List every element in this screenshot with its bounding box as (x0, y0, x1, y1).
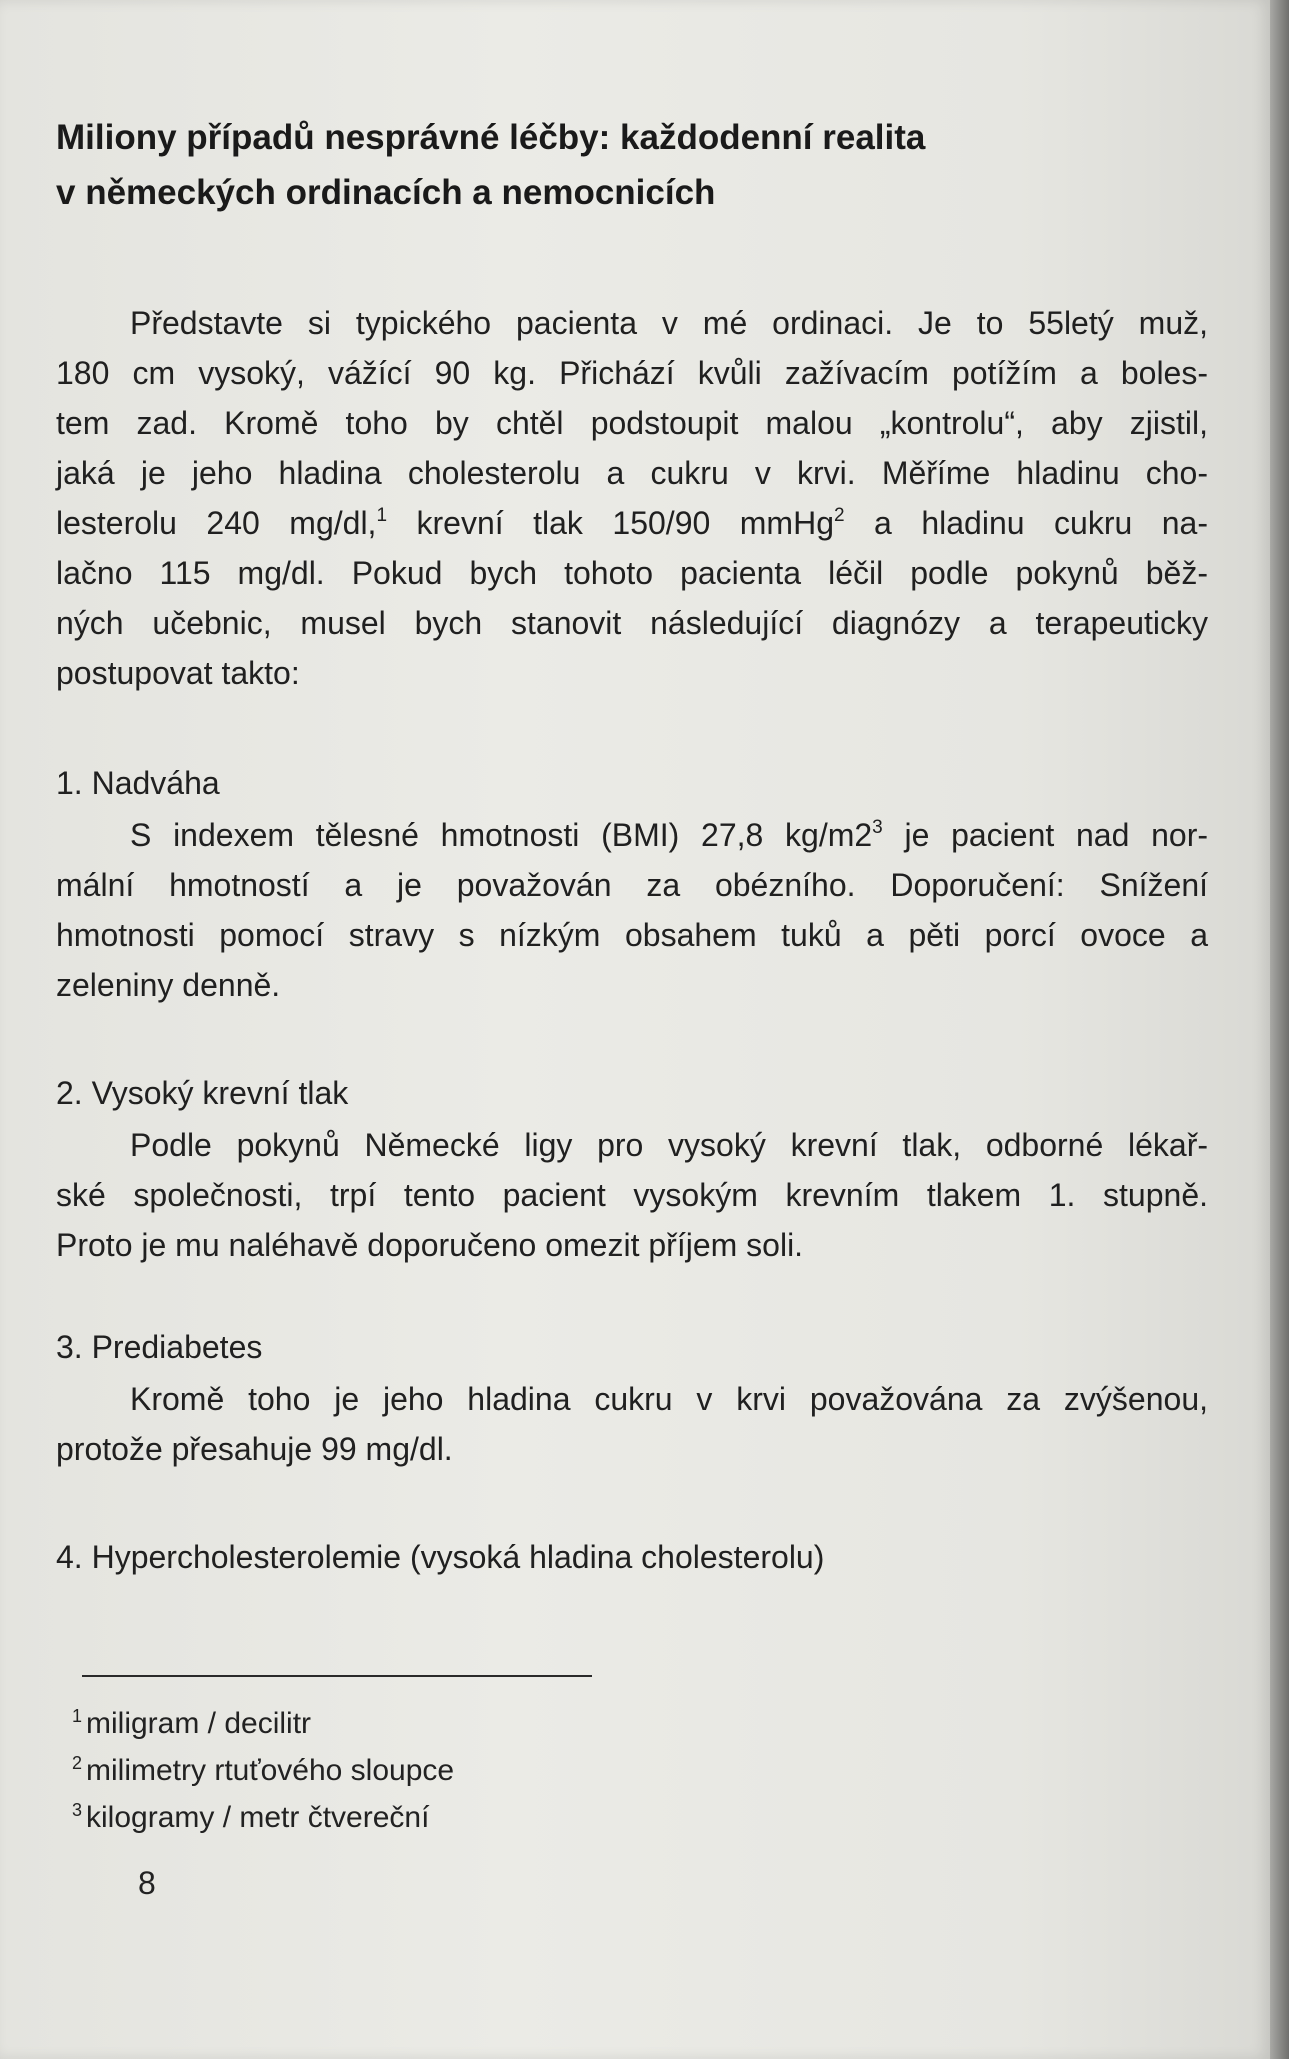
intro-line: Představte si typického pacienta v mé ordinaci. Je to 55letý muž, (130, 305, 1208, 341)
footnote-text: miligram / decilitr (86, 1707, 312, 1740)
intro-line: tem zad. Kromě toho by chtěl podstoupit malou „kontrolu“, aby zjistil, (56, 405, 1208, 441)
intro-paragraph (56, 298, 1208, 698)
intro-line: ných učebnic, musel bych stanovit následující diagnózy a terapeuticky (56, 605, 1208, 641)
page-edge-shadow (1270, 0, 1289, 2059)
footnote-text: kilogramy / metr čtvereční (86, 1801, 430, 1834)
chapter-heading (56, 110, 1056, 220)
section-title-high-blood-pressure: 2. Vysoký krevní tlak (56, 1075, 349, 1111)
intro-line: 180 cm vysoký, vážící 90 kg. Přichází kvůli zažívacím potížím a boles- (56, 355, 1208, 391)
section-title-prediabetes: 3. Prediabetes (56, 1329, 263, 1365)
intro-text-segment: lesterolu 240 mg/dl, (56, 505, 377, 541)
intro-line: lačno 115 mg/dl. Pokud bych tohoto pacienta léčil podle pokynů běž- (56, 555, 1208, 591)
section-title-hypercholesterolemia: 4. Hypercholesterolemie (vysoká hladina cholesterolu) (56, 1539, 825, 1575)
page-number: 8 (138, 1865, 156, 1901)
footnote-text: milimetry rtuťového sloupce (86, 1754, 455, 1787)
section-title-overweight: 1. Nadváha (56, 765, 220, 801)
footnote-mark: 1 (72, 1706, 83, 1726)
footnote-mark: 3 (72, 1800, 83, 1820)
footnote-item (72, 1700, 454, 1747)
footnote-ref-2: 2 (834, 505, 845, 526)
footnote-ref-3: 3 (872, 817, 883, 838)
section-body-prediabetes (56, 1374, 1208, 1474)
section-line: mální hmotností a je považován za obézního. Doporučení: Snížení (56, 867, 1208, 903)
intro-line-with-footnotes (56, 498, 1208, 548)
section-line: Kromě toho je jeho hladina cukru v krvi považována za zvýšenou, (130, 1381, 1208, 1417)
heading-line-2: v německých ordinacích a nemocnicích (56, 173, 716, 212)
section-line-with-footnote (56, 810, 1208, 860)
section-body-high-blood-pressure (56, 1120, 1208, 1270)
section-line: hmotnosti pomocí stravy s nízkým obsahem tuků a pěti porcí ovoce a (56, 917, 1208, 953)
intro-text-segment: krevní tlak 150/90 mmHg (387, 505, 834, 541)
section-line: Podle pokynů Německé ligy pro vysoký krevní tlak, odborné lékař- (130, 1127, 1208, 1163)
heading-line-1: Miliony případů nesprávné léčby: každodenní realita (56, 118, 926, 157)
footnote-mark: 2 (72, 1753, 83, 1773)
footnotes-list (72, 1700, 454, 1841)
intro-line: jaká je jeho hladina cholesterolu a cukru v krvi. Měříme hladinu cho- (56, 455, 1208, 491)
section-line: zeleniny denně. (56, 967, 281, 1003)
section-text-segment: je pacient nad nor- (882, 817, 1208, 853)
footnote-item (72, 1747, 454, 1794)
section-line: protože přesahuje 99 mg/dl. (56, 1431, 453, 1467)
footnote-ref-1: 1 (376, 505, 388, 526)
footnote-item (72, 1794, 454, 1841)
intro-text-segment: a hladinu cukru na- (844, 505, 1209, 541)
section-body-overweight (56, 810, 1208, 1010)
intro-line: postupovat takto: (56, 655, 300, 691)
footnote-divider (82, 1675, 592, 1677)
section-line: Proto je mu naléhavě doporučeno omezit příjem soli. (56, 1227, 804, 1263)
section-line: ské společnosti, trpí tento pacient vysokým krevním tlakem 1. stupně. (56, 1177, 1208, 1213)
section-text-segment: S indexem tělesné hmotnosti (BMI) 27,8 kg/m2 (130, 817, 873, 853)
